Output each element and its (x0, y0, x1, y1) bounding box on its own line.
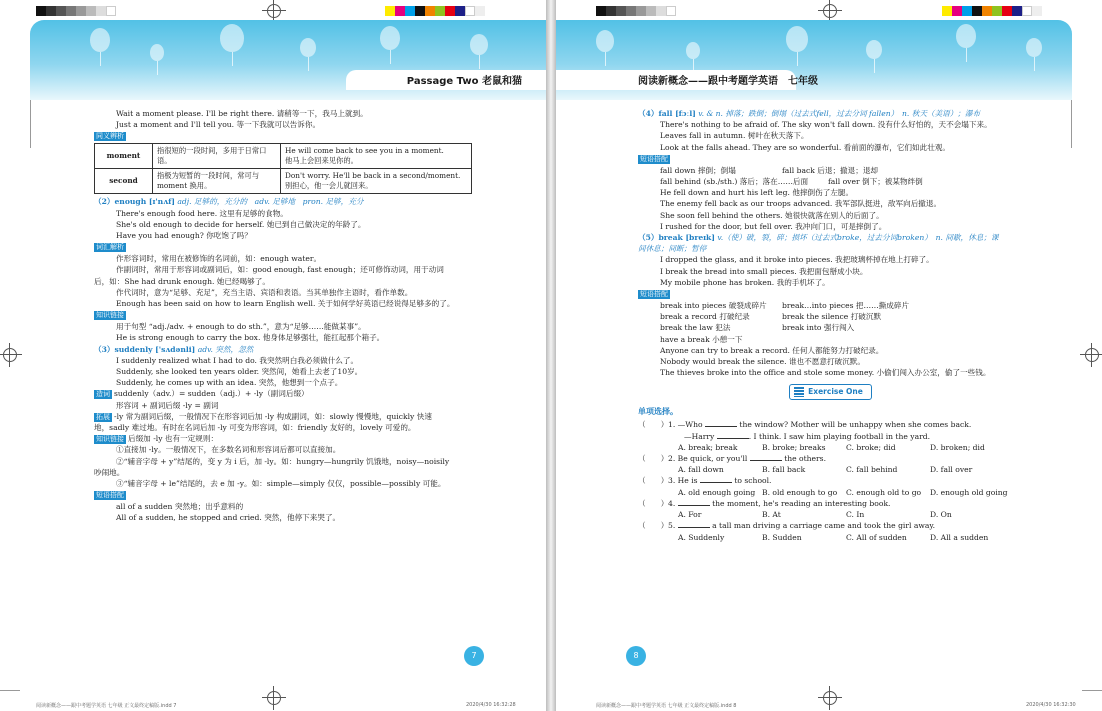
tag-link: 知识链接 (96, 435, 124, 444)
tag-collocation: 短语搭配 (640, 290, 668, 299)
link-line: 用于句型 “adj./adv. + enough to do sth.”，意为“足够……能做某事”。 (116, 322, 366, 332)
question-4 (638, 498, 1023, 509)
option: B. fall back (762, 465, 806, 475)
question-number: 2. (668, 454, 676, 464)
example-line: My mobile phone has broken. 我的手机坏了。 (660, 277, 830, 287)
link-line: ③“辅音字母 + le”结尾的，去 e 加 -y。如：simple—simply 仅仅，possible—possibly 可能。 (116, 479, 446, 489)
answer-paren: （ ） (638, 521, 669, 531)
option: B. broke; breaks (762, 442, 826, 452)
option: B. At (762, 510, 781, 520)
table-row (95, 169, 472, 194)
example-line: I break the bread into small pieces. 我把面包掰成小块。 (660, 266, 868, 276)
entry-heading: （2）enough [ɪ'nʌf] (94, 197, 175, 207)
phrase: fall down 摔倒；倒塌 (660, 165, 736, 175)
option: C. enough old to go (846, 487, 922, 497)
tag-explain: 词汇解析 (96, 243, 124, 252)
table-example-zh: 别担心，他一会儿就回来。 (285, 181, 373, 191)
extend-line: -ly 常为副词后缀，一般情况下在形容词后加 -ly 构成副词，如：slowly 慢慢地，quickly 快速 (114, 411, 432, 421)
option: C. broke; did (846, 442, 896, 452)
table-cell-example (281, 144, 472, 169)
wordform-line: suddenly（adv.）= sudden（adj.）+ -ly（副词后缀） (114, 389, 309, 399)
phrase-pair (638, 322, 1023, 333)
answer-paren: （ ） (638, 420, 669, 430)
phrase-pair (638, 165, 1023, 176)
example-line: Look at the falls ahead. They are so wonderful. 看前面的瀑布，它们如此壮观。 (660, 142, 950, 152)
tag-link: 知识链接 (96, 311, 124, 320)
answer-paren: （ ） (638, 454, 669, 464)
tag-synonym: 同义辨析 (96, 132, 124, 141)
question-options (638, 442, 1023, 453)
entry-heading: （5）break [breɪk] (638, 233, 715, 243)
option: C. fall behind (846, 465, 898, 475)
right-page (556, 0, 1102, 711)
example-line: She soon fell behind the others. 她很快就落在别人的后面了。 (660, 210, 884, 220)
explain-line: 作副词时，常用于形容词或副词后，如：good enough, fast enough；还可修饰动词，用于动词 (116, 265, 444, 275)
phrase-pair (638, 311, 1023, 322)
table-example-zh: 他马上会回来见你的。 (285, 156, 358, 166)
phrase: fall over 倒下；被某物绊倒 (828, 177, 923, 187)
answer-paren: （ ） (638, 476, 669, 486)
registration-bar (36, 6, 116, 16)
answer-blank (700, 475, 732, 483)
color-bar (385, 6, 485, 16)
example-line: I dropped the glass, and it broke into pieces. 我把玻璃杯掉在地上打碎了。 (660, 255, 934, 265)
question-text: to school. (734, 476, 772, 486)
example-line: The thieves broke into the office and stole some money. 小偷们闯入办公室，偷了一些钱。 (660, 368, 991, 378)
balloon-decoration (596, 30, 614, 52)
footer-filename: 阅读新概念——跟中考题学英语 七年级 正文最终定稿版.indd 8 (596, 703, 737, 709)
question-options (638, 509, 1023, 520)
tag-collocation: 短语搭配 (640, 154, 668, 163)
option: B. old enough to go (762, 487, 838, 497)
question-options (638, 487, 1023, 498)
collocation-line: all of a sudden 突然地；出乎意料的 (116, 502, 244, 512)
phrase-pair (638, 300, 1023, 311)
option: C. All of sudden (846, 532, 907, 542)
example-line: The enemy fell back as our troops advanced. 我军部队挺进，敌军向后撤退。 (660, 199, 942, 209)
balloon-decoration (220, 24, 244, 52)
balloon-decoration (380, 26, 400, 50)
example-line: There's enough food here. 这里有足够的食物。 (116, 208, 288, 218)
example-line: I suddenly realized what I had to do. 我突然明白我必须做什么了。 (116, 355, 359, 365)
explain-line: 作代词时，意为“足够、充足”，充当主语、宾语和表语。当其单独作主语时，看作单数。 (116, 287, 413, 297)
entry-pos: adj. 足够的，充分的 adv. 足够地 pron. 足够，充分 (177, 197, 364, 207)
header-title-bar (346, 70, 546, 90)
option: D. All a sudden (930, 532, 989, 542)
phrase: break into 强行闯入 (782, 323, 855, 333)
entry-pos: adv. 突然，忽然 (197, 344, 254, 354)
exercise-icon (794, 387, 804, 397)
option: A. Suddenly (678, 532, 725, 542)
collocation-line: All of a sudden, he stopped and cried. 突然，他停下来哭了。 (116, 513, 341, 523)
entry-pos-continued: 间休息；间断；暂停 (638, 244, 707, 254)
crop-mark (822, 690, 838, 706)
question-text: the moment, he's reading an interesting book. (712, 498, 891, 508)
header-title: Passage Two 老鼠和猫 (406, 76, 522, 87)
trim-mark (1082, 690, 1102, 691)
link-line: 吵闹地。 (94, 467, 125, 477)
balloon-decoration (150, 44, 164, 61)
example-line: Nobody would break the silence. 谁也不愿意打破沉默。 (660, 357, 865, 367)
entry-pos: v. & n. 掉落；跌倒；倒塌（过去式fell，过去分词 fallen） n. 秋天（美语）；瀑布 (698, 109, 981, 118)
question-options (638, 464, 1023, 475)
page-number: 7 (464, 646, 484, 666)
option: B. Sudden (762, 532, 802, 542)
entry-pos: v.（使）破，裂，碎；损坏（过去式broke，过去分词broken） n. 间歇，休息；课 (717, 233, 999, 243)
phrase: fall behind (sb./sth.) 落后；落在……后面 (660, 177, 809, 187)
page-number: 8 (626, 646, 646, 666)
question-text: He is (677, 476, 698, 486)
tag-wordform: 造词 (96, 390, 110, 399)
footer-filename: 阅读新概念——跟中考题学英语 七年级 正文最终定稿版.indd 7 (36, 703, 177, 709)
extend-line: 地，sadly 难过地。有时在名词后加 -ly 可变为形容词，如：friendly 友好的，lovely 可爱的。 (94, 423, 416, 433)
option: C. In (846, 510, 865, 520)
comparison-table (94, 143, 472, 194)
balloon-decoration (1026, 38, 1042, 57)
question-text: a tall man driving a carriage came and took the girl away. (712, 521, 936, 531)
answer-blank (678, 520, 710, 528)
example-line: Just a moment and I'll tell you. 等一下我就可以告诉你。 (116, 120, 321, 130)
wordform-line: 形容词 + 副词后缀 -ly = 副词 (116, 400, 219, 410)
question-text: the others. (784, 454, 826, 464)
crop-mark (266, 3, 282, 19)
phrase: break…into pieces 把……撕成碎片 (782, 301, 910, 311)
phrase: break into pieces 破裂成碎片 (660, 301, 767, 311)
option: D. fall over (930, 465, 973, 475)
right-content (638, 108, 1023, 543)
tag-collocation: 短语搭配 (96, 491, 124, 500)
tag-extend: 拓展 (96, 412, 110, 421)
explain-line: Enough has been said on how to learn English well. 关于如何学好英语已经说得足够多的了。 (116, 299, 455, 309)
phrase: break the silence 打破沉默 (782, 312, 882, 322)
footer-timestamp: 2020/4/30 16:32:28 (466, 702, 516, 708)
link-line: ②“辅音字母 + y”结尾的，变 y 为 i 后，加 -ly。如：hungry—hungrily 饥饿地，noisy—noisily (116, 456, 450, 466)
explain-line: 作形容词时，常用在被修饰的名词前，如：enough water。 (116, 254, 322, 264)
option: A. For (678, 510, 702, 520)
balloon-decoration (956, 24, 976, 48)
balloon-decoration (90, 28, 110, 52)
answer-blank (678, 498, 710, 506)
question-3 (638, 475, 1023, 486)
answer-blank (750, 453, 782, 461)
table-cell-example (281, 169, 472, 194)
footer-timestamp: 2020/4/30 16:32:30 (1026, 702, 1076, 708)
book-gutter (546, 0, 556, 711)
question-text: Be quick, or you'll (677, 454, 748, 464)
phrase: have a break 小憩一下 (660, 334, 743, 344)
question-text: . I think. I saw him playing football in the yard. (748, 431, 931, 441)
option: A. fall down (678, 465, 724, 475)
header-title: 阅读新概念——跟中考题学英语 七年级 (638, 76, 818, 87)
example-line: Wait a moment please. I'll be right there. 请稍等一下，我马上就到。 (116, 109, 368, 118)
example-line: Leaves fall in autumn. 树叶在秋天落下。 (660, 131, 809, 141)
question-number: 3. (668, 476, 676, 486)
question-options (638, 532, 1023, 543)
option: A. break; break (678, 442, 738, 452)
header-title-bar (556, 70, 818, 90)
table-example-en: Don't worry. He'll be back in a second/moment. (285, 171, 461, 181)
question-number: 5. (668, 521, 676, 531)
margin-rule (30, 100, 31, 148)
section-title: 单项选择。 (638, 407, 678, 417)
link-heading: 后缀加 -ly 也有一定规则： (128, 434, 219, 444)
link-line: ①直接加 -ly。一般情况下，在多数名词和形容词后都可以直接加。 (116, 445, 341, 455)
entry-heading: （3）suddenly ['sʌdənli] (94, 344, 196, 354)
question-5 (638, 520, 1023, 531)
trim-mark (0, 690, 20, 691)
answer-blank (717, 431, 749, 439)
crop-mark (266, 690, 282, 706)
example-line: He fell down and hurt his left leg. 他摔倒伤了左腿。 (660, 188, 854, 198)
question-number: 4. (668, 498, 676, 508)
question-text: —Who (677, 420, 703, 430)
example-line: There's nothing to be afraid of. The sky won't fall down. 没有什么好怕的，天不会塌下来。 (660, 120, 992, 130)
table-row (95, 144, 472, 169)
question-text: the window? Mother will be unhappy when she comes back. (739, 420, 972, 430)
margin-rule (1071, 100, 1072, 148)
phrase: fall back 后退；撤退；退却 (782, 165, 879, 175)
left-content (94, 108, 479, 524)
table-cell-meaning: 指很短的一段时间，多用于日常口语。 (153, 144, 281, 169)
balloon-decoration (866, 40, 882, 59)
phrase-pair (638, 176, 1023, 187)
link-line: He is strong enough to carry the box. 他身体足够强壮，能扛起那个箱子。 (116, 333, 385, 343)
example-line: Suddenly, she looked ten years older. 突然间，她看上去老了10岁。 (116, 367, 363, 377)
example-line: Have you had enough? 你吃饱了吗？ (116, 231, 252, 241)
question-number: 1. (668, 420, 676, 430)
crop-mark (2, 347, 18, 363)
example-line: Suddenly, he comes up with an idea. 突然，他想到一个点子。 (116, 378, 343, 388)
question-1 (638, 419, 1023, 430)
example-line: Anyone can try to break a record. 任何人都能努力打破纪录。 (660, 345, 884, 355)
left-page (0, 0, 546, 711)
balloon-decoration (470, 34, 488, 55)
table-cell-word: moment (95, 144, 153, 169)
answer-paren: （ ） (638, 498, 669, 508)
phrase: break the law 犯法 (660, 323, 731, 333)
option: D. enough old going (930, 487, 1008, 497)
explain-line: 后，如：She had drunk enough. 她已经喝够了。 (94, 276, 270, 286)
balloon-decoration (786, 26, 808, 52)
balloon-decoration (300, 38, 316, 57)
option: D. broken; did (930, 442, 985, 452)
table-cell-word: second (95, 169, 153, 194)
example-line: I rushed for the door, but fell over. 我冲向门口，可是摔倒了。 (660, 221, 887, 231)
exercise-heading (638, 384, 1023, 400)
exercise-badge (789, 384, 872, 399)
example-line: She's old enough to decide for herself. 她已到自己做决定的年龄了。 (116, 219, 366, 229)
registration-bar (596, 6, 676, 16)
balloon-decoration (686, 42, 700, 59)
color-bar (942, 6, 1042, 16)
question-1-line2 (638, 431, 1023, 442)
crop-mark (822, 3, 838, 19)
answer-blank (705, 419, 737, 427)
table-cell-meaning: 指极为短暂的一段时间，常可与 moment 换用。 (153, 169, 281, 194)
option: D. On (930, 510, 952, 520)
table-example-en: He will come back to see you in a moment. (285, 146, 444, 156)
option: A. old enough going (678, 487, 756, 497)
entry-heading: （4）fall [fɔːl] (638, 109, 696, 118)
exercise-label: Exercise One (808, 387, 863, 397)
phrase: break a record 打破纪录 (660, 312, 750, 322)
crop-mark (1084, 347, 1100, 363)
question-2 (638, 453, 1023, 464)
question-text: —Harry (684, 431, 715, 441)
